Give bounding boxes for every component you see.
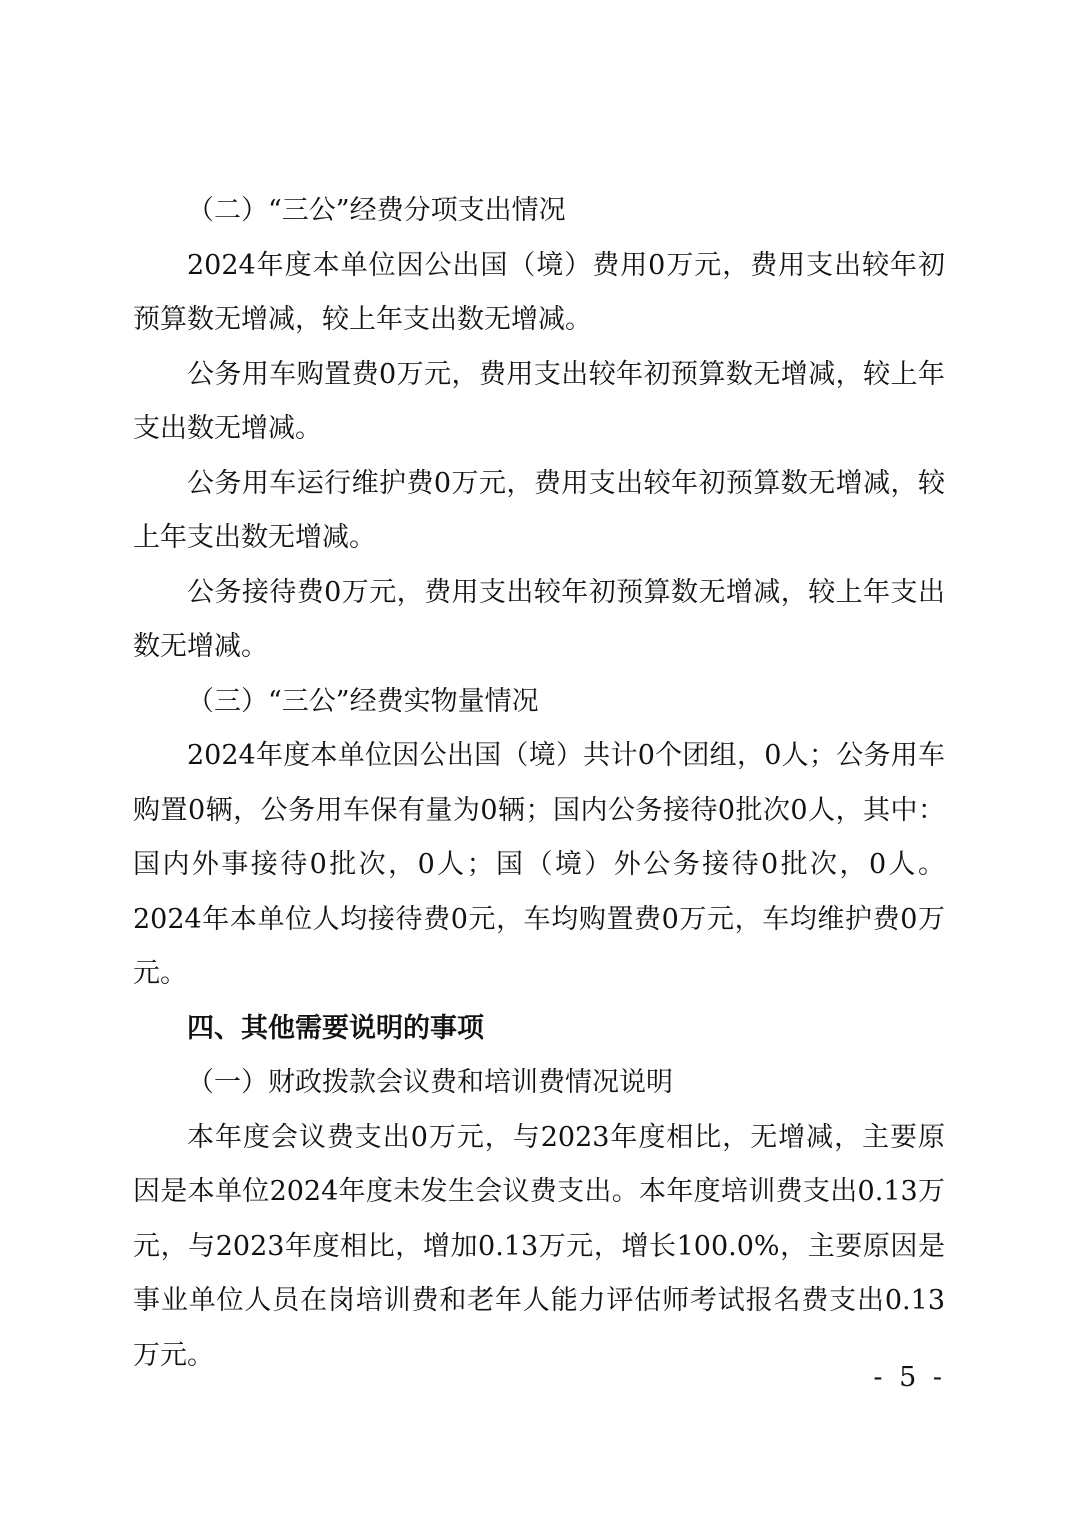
- page-number: - 5 -: [873, 1362, 946, 1393]
- paragraph-reception: 公务接待费0万元，费用支出较年初预算数无增减，较上年支出数无增减。: [133, 576, 945, 662]
- paragraph-vehicle-purchase: 公务用车购置费0万元，费用支出较年初预算数无增减，较上年支出数无增减。: [133, 358, 945, 444]
- paragraph-physical-quantity: 2024年度本单位因公出国（境）共计0个团组，0人；公务用车购置0辆，公务用车保有量为0辆；国内公务接待0批次0人，其中：国内外事接待0批次，0人；国（境）外公务接待0批次，0人。2024年本单位人均接待费0元，车均购置费0万元，车均维护费0万元。: [133, 740, 945, 989]
- paragraph-meeting-training: 本年度会议费支出0万元，与2023年度相比，无增减，主要原因是本单位2024年度未发生会议费支出。本年度培训费支出0.13万元，与2023年度相比，增加0.13万元，增长100.0%，主要原因是事业单位人员在岗培训费和老年人能力评估师考试报名费支出0.13万元。: [133, 1121, 945, 1371]
- document-body: [133, 184, 945, 1383]
- section-heading-2: （二）“三公”经费分项支出情况: [187, 195, 566, 226]
- section-heading-3: （三）“三公”经费实物量情况: [187, 685, 539, 717]
- paragraph-travel-abroad: 2024年度本单位因公出国（境）费用0万元，费用支出较年初预算数无增减，较上年支出数无增减。: [133, 249, 945, 335]
- chapter-heading: 四、其他需要说明的事项: [187, 1012, 484, 1044]
- subsection-heading: （一）财政拨款会议费和培训费情况说明: [187, 1067, 673, 1098]
- paragraph-vehicle-maintenance: 公务用车运行维护费0万元，费用支出较年初预算数无增减，较上年支出数无增减。: [133, 467, 945, 553]
